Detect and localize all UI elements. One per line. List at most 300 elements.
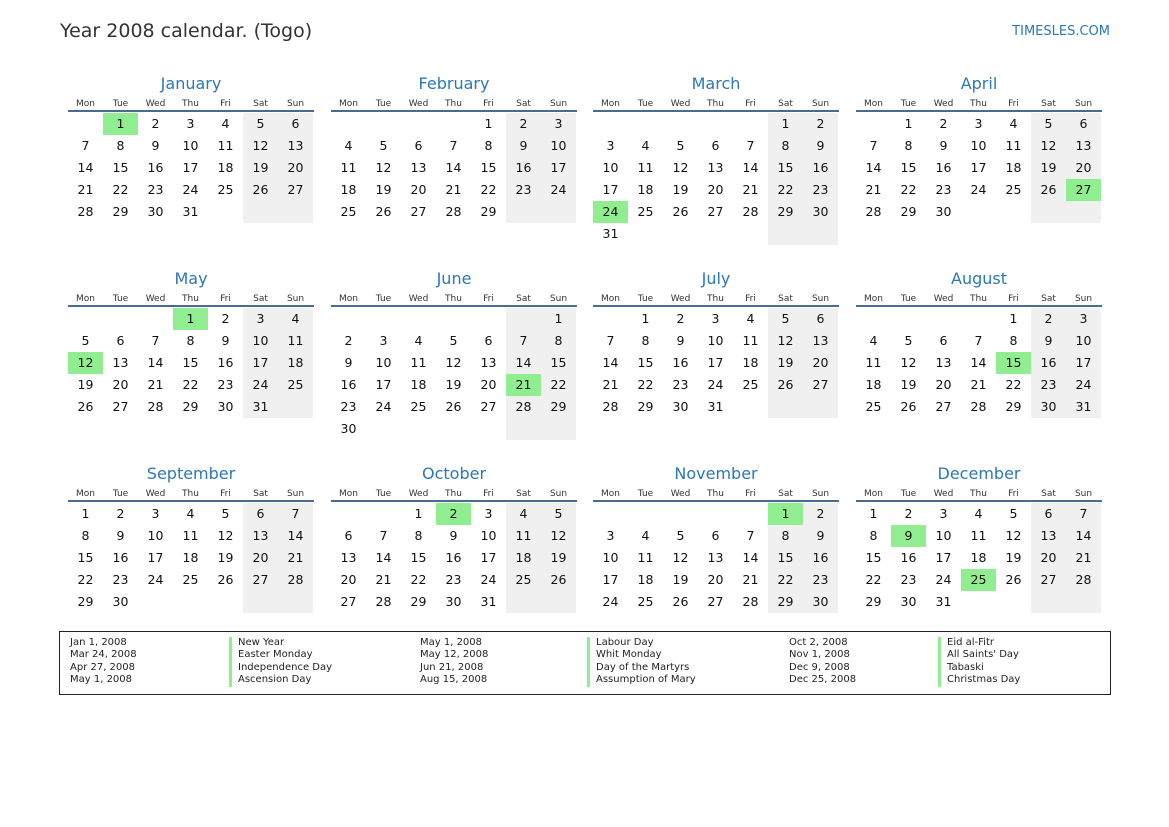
day-cell: 24 [602, 594, 619, 609]
day-cell: 22 [900, 182, 917, 197]
weekday-label: Wed [933, 99, 954, 109]
day-cell: 11 [410, 355, 427, 370]
weekend-day-cell: 29 [768, 201, 803, 223]
day-cell: 24 [707, 377, 724, 392]
weekend-day-cell: 18 [278, 352, 313, 374]
month-september [68, 462, 314, 613]
weekend-day-cell: 8 [768, 525, 803, 547]
day-cell: 21 [865, 182, 882, 197]
empty-day-cell [541, 201, 576, 223]
empty-day-cell [628, 223, 663, 245]
day-cell: 20 [340, 572, 357, 587]
weekend-day-cell: 26 [541, 569, 576, 591]
day-cell: 14 [77, 160, 94, 175]
site-link[interactable]: TIMESLES.COM [1012, 24, 1110, 39]
empty-day-cell [506, 418, 541, 440]
day-cell: 17 [602, 572, 619, 587]
day-cell: 28 [742, 594, 759, 609]
weekend-day-cell: 27 [278, 179, 313, 201]
empty-day-cell [471, 418, 506, 440]
day-cell: 8 [1009, 333, 1018, 348]
day-cell: 19 [445, 377, 462, 392]
empty-day-cell [996, 201, 1031, 223]
weekend-day-cell: 3 [541, 113, 576, 135]
empty-day-cell [366, 503, 401, 525]
empty-day-cell [961, 591, 996, 613]
holiday-dates-column [789, 637, 856, 687]
empty-day-cell [278, 201, 313, 223]
weekend-day-cell: 18 [506, 547, 541, 569]
day-cell: 16 [217, 355, 234, 370]
day-cell: 19 [900, 377, 917, 392]
day-cell: 25 [742, 377, 759, 392]
holiday-names-column [938, 637, 1020, 687]
day-cell: 9 [116, 528, 125, 543]
empty-day-cell [856, 308, 891, 330]
day-cell: 4 [344, 138, 353, 153]
weekday-label: Tue [112, 294, 129, 304]
day-cell: 3 [974, 116, 983, 131]
day-cell: 4 [1009, 116, 1018, 131]
weekday-label: Wed [933, 489, 954, 499]
weekend-day-cell: 28 [1066, 569, 1101, 591]
weekday-label: Sun [286, 99, 305, 109]
weekend-day-cell: 11 [506, 525, 541, 547]
weekend-day-cell: 26 [1031, 179, 1066, 201]
empty-day-cell [506, 308, 541, 330]
day-cell: 21 [970, 377, 987, 392]
day-cell: 25 [637, 204, 654, 219]
empty-day-cell [436, 308, 471, 330]
day-cell: 1 [1009, 311, 1018, 326]
day-grid [856, 113, 1102, 223]
day-cell: 26 [1005, 572, 1022, 587]
weekday-label: Wed [670, 294, 691, 304]
holiday-day-cell: 2 [436, 503, 471, 525]
day-cell: 28 [602, 399, 619, 414]
weekend-day-cell: 3 [1066, 308, 1101, 330]
day-cell: 18 [865, 377, 882, 392]
weekday-label: Sun [549, 99, 568, 109]
weekday-header [856, 291, 1102, 307]
weekend-day-cell: 1 [541, 308, 576, 330]
weekday-label: Thu [970, 489, 987, 499]
weekday-label: Fri [745, 294, 756, 304]
weekday-label: Tue [900, 489, 917, 499]
empty-day-cell [768, 396, 803, 418]
weekend-day-cell: 6 [803, 308, 838, 330]
weekday-label: Mon [864, 294, 883, 304]
day-cell: 11 [865, 355, 882, 370]
weekend-day-cell: 27 [243, 569, 278, 591]
day-cell: 7 [81, 138, 90, 153]
month-name: December [937, 464, 1021, 483]
month-august [856, 267, 1102, 418]
day-cell: 8 [641, 333, 650, 348]
empty-day-cell [138, 308, 173, 330]
day-cell: 10 [602, 160, 619, 175]
empty-day-cell [331, 308, 366, 330]
weekend-day-cell: 23 [803, 179, 838, 201]
day-cell: 11 [970, 528, 987, 543]
day-cell: 4 [414, 333, 423, 348]
empty-day-cell [891, 308, 926, 330]
day-cell: 4 [641, 138, 650, 153]
day-cell: 30 [445, 594, 462, 609]
month-name: February [418, 74, 490, 93]
day-cell: 17 [707, 355, 724, 370]
day-cell: 16 [672, 355, 689, 370]
holiday-day-cell: 25 [961, 569, 996, 591]
day-cell: 25 [637, 594, 654, 609]
day-cell: 22 [865, 572, 882, 587]
day-cell: 28 [742, 204, 759, 219]
day-cell: 18 [340, 182, 357, 197]
weekday-label: Fri [483, 99, 494, 109]
empty-day-cell [331, 113, 366, 135]
day-cell: 10 [182, 138, 199, 153]
day-cell: 11 [742, 333, 759, 348]
day-cell: 21 [742, 572, 759, 587]
weekend-day-cell: 20 [278, 157, 313, 179]
day-cell: 17 [375, 377, 392, 392]
day-cell: 4 [641, 528, 650, 543]
weekend-day-cell: 19 [541, 547, 576, 569]
holiday-date: Oct 2, 2008 [789, 637, 848, 648]
weekend-day-cell: 21 [1066, 547, 1101, 569]
day-cell: 29 [182, 399, 199, 414]
empty-day-cell [243, 201, 278, 223]
day-cell: 18 [1005, 160, 1022, 175]
day-cell: 9 [939, 138, 948, 153]
day-cell: 17 [480, 550, 497, 565]
weekend-day-cell: 31 [243, 396, 278, 418]
weekday-label: Sat [516, 489, 531, 499]
day-cell: 7 [746, 528, 755, 543]
weekday-label: Thu [182, 294, 199, 304]
holiday-day-cell: 12 [68, 352, 103, 374]
month-july [593, 267, 839, 418]
weekend-day-cell: 12 [541, 525, 576, 547]
day-cell: 19 [217, 550, 234, 565]
day-cell: 18 [182, 550, 199, 565]
day-cell: 18 [637, 182, 654, 197]
holiday-date: Dec 25, 2008 [789, 674, 857, 686]
day-cell: 3 [606, 138, 615, 153]
weekday-label: Sat [778, 294, 793, 304]
day-cell: 26 [217, 572, 234, 587]
day-cell: 2 [151, 116, 160, 131]
weekend-day-cell: 9 [803, 525, 838, 547]
day-grid [331, 113, 577, 223]
day-cell: 22 [637, 377, 654, 392]
weekend-day-cell: 5 [768, 308, 803, 330]
holiday-name: Easter Monday [229, 649, 332, 661]
day-cell: 28 [147, 399, 164, 414]
weekend-day-cell: 24 [1066, 374, 1101, 396]
day-cell: 20 [707, 182, 724, 197]
weekend-day-cell: 6 [1066, 113, 1101, 135]
weekend-day-cell: 12 [243, 135, 278, 157]
day-cell: 30 [340, 421, 357, 436]
empty-day-cell [208, 201, 243, 223]
day-cell: 12 [375, 160, 392, 175]
day-cell: 2 [221, 311, 230, 326]
day-cell: 1 [904, 116, 913, 131]
day-cell: 26 [445, 399, 462, 414]
empty-day-cell [331, 503, 366, 525]
day-cell: 14 [742, 160, 759, 175]
weekday-label: Wed [408, 489, 429, 499]
day-cell: 5 [449, 333, 458, 348]
holiday-names-column [229, 637, 332, 687]
day-cell: 31 [935, 594, 952, 609]
weekend-day-cell: 30 [803, 201, 838, 223]
weekday-header [593, 486, 839, 502]
day-cell: 14 [970, 355, 987, 370]
day-cell: 16 [340, 377, 357, 392]
day-cell: 14 [742, 550, 759, 565]
day-cell: 10 [147, 528, 164, 543]
weekday-label: Fri [483, 294, 494, 304]
day-cell: 25 [410, 399, 427, 414]
weekend-day-cell: 27 [1031, 569, 1066, 591]
day-cell: 23 [672, 377, 689, 392]
day-cell: 3 [711, 311, 720, 326]
weekend-day-cell: 20 [1066, 157, 1101, 179]
day-cell: 12 [672, 550, 689, 565]
month-name: May [174, 269, 208, 288]
day-cell: 27 [480, 399, 497, 414]
day-cell: 27 [707, 204, 724, 219]
day-cell: 8 [869, 528, 878, 543]
day-cell: 15 [637, 355, 654, 370]
weekend-day-cell: 2 [1031, 308, 1066, 330]
day-cell: 25 [865, 399, 882, 414]
day-cell: 17 [970, 160, 987, 175]
weekday-label: Wed [145, 99, 166, 109]
month-june [331, 267, 577, 440]
day-cell: 9 [151, 138, 160, 153]
weekend-day-cell: 13 [278, 135, 313, 157]
day-cell: 8 [484, 138, 493, 153]
weekend-day-cell: 7 [1066, 503, 1101, 525]
weekday-label: Thu [707, 294, 724, 304]
weekend-day-cell: 8 [768, 135, 803, 157]
day-cell: 2 [344, 333, 353, 348]
day-cell: 15 [865, 550, 882, 565]
holiday-name: Day of the Martyrs [587, 662, 696, 674]
day-cell: 17 [935, 550, 952, 565]
day-cell: 16 [935, 160, 952, 175]
day-cell: 6 [939, 333, 948, 348]
day-cell: 20 [112, 377, 129, 392]
day-cell: 1 [81, 506, 90, 521]
empty-day-cell [733, 503, 768, 525]
month-may [68, 267, 314, 418]
day-cell: 29 [1005, 399, 1022, 414]
day-cell: 14 [147, 355, 164, 370]
weekday-label: Thu [970, 294, 987, 304]
day-cell: 19 [672, 182, 689, 197]
empty-day-cell [366, 308, 401, 330]
weekday-label: Mon [864, 489, 883, 499]
weekday-label: Wed [145, 489, 166, 499]
day-cell: 13 [935, 355, 952, 370]
weekday-label: Tue [112, 99, 129, 109]
weekday-label: Mon [76, 489, 95, 499]
weekday-label: Thu [970, 99, 987, 109]
day-cell: 16 [112, 550, 129, 565]
weekday-label: Thu [445, 99, 462, 109]
day-cell: 23 [217, 377, 234, 392]
day-cell: 15 [112, 160, 129, 175]
weekend-day-cell: 30 [803, 591, 838, 613]
holiday-date: Nov 1, 2008 [789, 649, 850, 661]
day-cell: 26 [900, 399, 917, 414]
day-cell: 27 [410, 204, 427, 219]
empty-day-cell [138, 591, 173, 613]
empty-day-cell [803, 223, 838, 245]
weekday-header [331, 96, 577, 112]
holiday-name: Ascension Day [229, 674, 332, 686]
weekday-label: Sun [549, 294, 568, 304]
empty-day-cell [1066, 201, 1101, 223]
day-cell: 8 [81, 528, 90, 543]
day-cell: 15 [77, 550, 94, 565]
day-cell: 25 [217, 182, 234, 197]
day-cell: 29 [112, 204, 129, 219]
empty-day-cell [506, 201, 541, 223]
day-cell: 31 [602, 226, 619, 241]
weekend-day-cell: 12 [1031, 135, 1066, 157]
weekend-day-cell: 8 [541, 330, 576, 352]
day-cell: 1 [484, 116, 493, 131]
day-cell: 30 [147, 204, 164, 219]
weekday-header [331, 486, 577, 502]
weekday-label: Thu [445, 294, 462, 304]
weekday-header [856, 96, 1102, 112]
day-cell: 29 [410, 594, 427, 609]
day-cell: 7 [746, 138, 755, 153]
month-october [331, 462, 577, 613]
day-cell: 2 [939, 116, 948, 131]
day-cell: 5 [676, 528, 685, 543]
weekend-day-cell: 13 [803, 330, 838, 352]
weekday-label: Thu [182, 489, 199, 499]
holiday-name: Assumption of Mary [587, 674, 696, 686]
day-cell: 20 [480, 377, 497, 392]
weekend-day-cell: 7 [278, 503, 313, 525]
weekend-day-cell: 5 [541, 503, 576, 525]
day-cell: 22 [1005, 377, 1022, 392]
weekday-label: Sun [1074, 489, 1093, 499]
day-cell: 20 [935, 377, 952, 392]
weekday-label: Sat [253, 294, 268, 304]
empty-day-cell [663, 503, 698, 525]
weekend-day-cell: 2 [506, 113, 541, 135]
weekend-day-cell: 28 [506, 396, 541, 418]
month-december [856, 462, 1102, 613]
month-name: April [960, 74, 998, 93]
weekday-label: Tue [637, 489, 654, 499]
day-cell: 30 [935, 204, 952, 219]
weekend-day-cell: 2 [803, 503, 838, 525]
holiday-date: Jun 21, 2008 [420, 661, 484, 673]
weekend-day-cell: 17 [541, 157, 576, 179]
day-grid [856, 308, 1102, 418]
weekend-day-cell: 13 [243, 525, 278, 547]
weekday-header [68, 486, 314, 502]
weekend-day-cell: 14 [506, 352, 541, 374]
weekend-day-cell: 25 [278, 374, 313, 396]
day-grid [856, 503, 1102, 613]
empty-day-cell [541, 418, 576, 440]
day-cell: 28 [375, 594, 392, 609]
day-cell: 21 [77, 182, 94, 197]
weekday-label: Tue [375, 294, 392, 304]
empty-day-cell [593, 308, 628, 330]
day-cell: 14 [602, 355, 619, 370]
day-cell: 31 [707, 399, 724, 414]
day-cell: 20 [410, 182, 427, 197]
day-cell: 30 [112, 594, 129, 609]
weekend-day-cell: 17 [1066, 352, 1101, 374]
weekday-header [856, 486, 1102, 502]
holiday-name: Independence Day [229, 662, 332, 674]
empty-day-cell [1031, 591, 1066, 613]
empty-day-cell [208, 591, 243, 613]
weekday-header [331, 291, 577, 307]
day-cell: 13 [410, 160, 427, 175]
day-cell: 26 [77, 399, 94, 414]
weekend-day-cell: 12 [768, 330, 803, 352]
day-cell: 10 [935, 528, 952, 543]
month-name: November [674, 464, 758, 483]
weekend-day-cell: 10 [243, 330, 278, 352]
day-cell: 4 [221, 116, 230, 131]
day-cell: 7 [974, 333, 983, 348]
day-cell: 15 [182, 355, 199, 370]
weekday-label: Sun [811, 489, 830, 499]
day-cell: 11 [182, 528, 199, 543]
day-cell: 9 [344, 355, 353, 370]
empty-day-cell [506, 591, 541, 613]
day-cell: 6 [711, 138, 720, 153]
weekday-label: Thu [445, 489, 462, 499]
weekday-label: Sat [778, 489, 793, 499]
empty-day-cell [1031, 201, 1066, 223]
weekday-label: Sat [1041, 99, 1056, 109]
weekend-day-cell: 14 [278, 525, 313, 547]
day-cell: 18 [637, 572, 654, 587]
weekend-day-cell: 5 [1031, 113, 1066, 135]
day-cell: 21 [742, 182, 759, 197]
day-cell: 6 [344, 528, 353, 543]
day-cell: 17 [182, 160, 199, 175]
day-cell: 1 [641, 311, 650, 326]
day-cell: 5 [676, 138, 685, 153]
weekday-header [68, 291, 314, 307]
day-cell: 9 [221, 333, 230, 348]
weekend-day-cell: 2 [803, 113, 838, 135]
day-cell: 28 [970, 399, 987, 414]
month-january [68, 72, 314, 223]
day-cell: 19 [375, 182, 392, 197]
weekend-day-cell: 19 [243, 157, 278, 179]
weekend-day-cell: 20 [803, 352, 838, 374]
weekday-label: Wed [670, 99, 691, 109]
